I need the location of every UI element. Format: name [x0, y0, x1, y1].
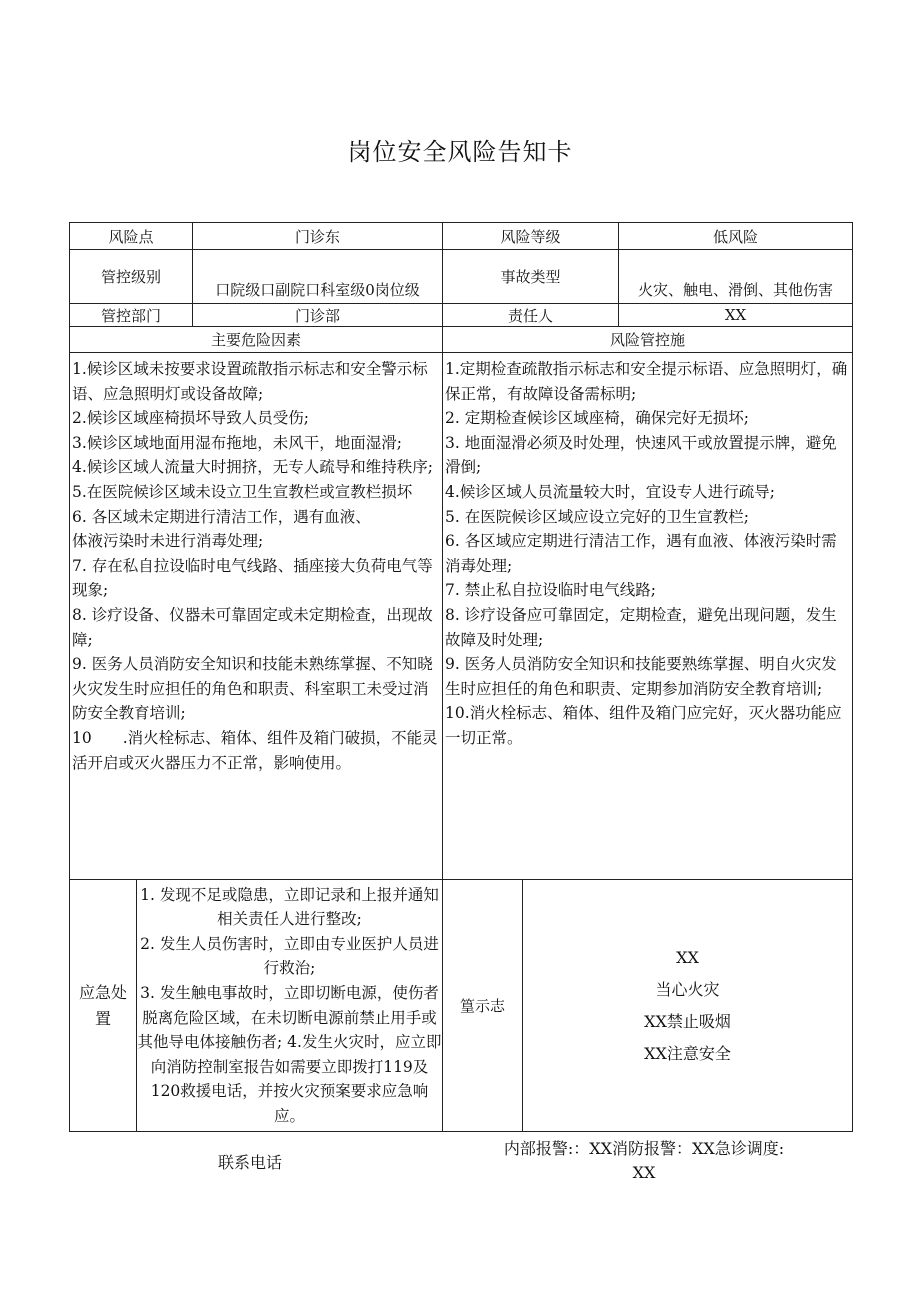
hazard-item: 6. 各区域未定期进行清洁工作，遇有血液、	[72, 507, 371, 526]
emergency-label: 应急处置	[70, 880, 137, 1132]
measure-item: 5. 在医院候诊区域应设立完好的卫生宣教栏;	[445, 507, 749, 526]
row-risk-point	[70, 223, 853, 250]
measure-item: 8. 诊疗设备应可靠固定，定期检查，避免出现问题，发生故障及时处理;	[445, 605, 837, 649]
hazard-item: 1.候诊区域未按要求设置疏散指示标志和安全警示标语、应急照明灯或设备故障;	[72, 360, 428, 403]
row-control-level	[70, 250, 853, 304]
measure-item: 1.定期检查疏散指示标志和安全提示标语、应急照明灯，确保正常，有故障设备需标明;	[445, 360, 848, 403]
contact-phones-line: 内部报警:：XX消防报警：XX急诊调度:	[503, 1139, 785, 1158]
accident-type-value: 火灾、触电、滑倒、其他伤害	[619, 250, 853, 304]
hazard-item: 3.候诊区域地面用湿布拖地，未风干，地面湿滑;	[72, 433, 403, 452]
contact-phones	[474, 1137, 814, 1185]
risk-point-value: 门诊东	[193, 223, 443, 250]
hazard-item: 2.候诊区域座椅损坏导致人员受伤;	[72, 409, 310, 428]
row-content	[70, 353, 853, 880]
emergency-item: 2. 发生人员伤害时，立即由专业医护人员进行救治;	[140, 934, 439, 978]
risk-point-label: 风险点	[70, 223, 193, 250]
hazard-item: 9. 医务人员消防安全知识和技能未熟练掌握、不知晓火灾发生时应担任的角色和职责、科室职工未受过消防安全教育培训;	[72, 655, 433, 723]
sign-item: XX	[676, 947, 699, 967]
emergency-item: 1. 发现不足或隐患，立即记录和上报并通知相关责任人进行整改;	[140, 885, 439, 929]
signs-cell	[523, 880, 853, 1132]
contact-label: 联系电话	[218, 1153, 283, 1172]
signs-label: 篁示志	[443, 880, 523, 1132]
responsible-label: 责任人	[443, 304, 619, 327]
measure-item: 7. 禁止私自拉设临时电气线路;	[445, 581, 656, 600]
hazard-item: 8. 诊疗设备、仪器未可靠固定或未定期检查，出现故障;	[72, 605, 433, 649]
control-level-label: 管控级别	[70, 250, 193, 304]
hazard-item: 5.在医院候诊区域未设立卫生宣教栏或宣教栏损坏	[72, 482, 413, 501]
row-emergency	[70, 880, 853, 1132]
page-title: 岗位安全风险告知卡	[347, 138, 573, 166]
measure-item: 2. 定期检查候诊区域座椅，确保完好无损坏;	[445, 409, 749, 428]
contact-phones-line: XX	[632, 1163, 656, 1182]
hazard-item: 体液污染时未进行消毒处理;	[72, 532, 264, 551]
sign-item: 当心火灾	[655, 979, 720, 999]
row-control-dept	[70, 304, 853, 327]
measure-item: 3. 地面湿滑必须及时处理，快速风干或放置提示牌，避免滑倒;	[445, 433, 837, 477]
emergency-list	[137, 880, 443, 1132]
measure-item: 10.消火栓标志、箱体、组件及箱门应完好，灭火器功能应一切正常。	[445, 704, 842, 747]
measure-item: 9. 医务人员消防安全知识和技能要熟练掌握、明自火灾发生时应担任的角色和职责、定期参加消防安全教育培训;	[445, 655, 837, 698]
responsible-value: XX	[619, 304, 853, 327]
control-level-value: 口院级口副院口科室级0岗位级	[193, 250, 443, 304]
control-dept-label: 管控部门	[70, 304, 193, 327]
sign-item: XX注意安全	[644, 1043, 731, 1063]
measure-item: 4.候诊区域人员流量较大时，宜设专人进行疏导;	[445, 482, 776, 501]
hazard-item: 10 .消火栓标志、箱体、组件及箱门破损，不能灵活开启或灭火器压力不正常，影响使用。	[72, 728, 438, 772]
hazards-list	[70, 353, 443, 880]
emergency-item: 3. 发生触电事故时，立即切断电源，使伤者脱离危险区域，在未切断电源前禁止用手或其他导电体接触伤者; 4.发生火灾时，应立即向消防控制室报告如需要立即拨打119及120救援电话，并按火灾预案要求应急响应。	[137, 983, 442, 1125]
measures-heading: 风险管控施	[443, 327, 853, 353]
signs-list	[523, 947, 852, 1065]
hazards-heading: 主要危险因素	[70, 327, 443, 353]
risk-card-table	[69, 222, 853, 1132]
risk-level-value: 低风险	[619, 223, 853, 250]
sign-item: XX禁止吸烟	[644, 1011, 731, 1031]
measure-item: 6. 各区域应定期进行清洁工作，遇有血液、体液污染时需消毒处理;	[445, 532, 837, 575]
control-dept-value: 门诊部	[193, 304, 443, 327]
row-section-headings	[70, 327, 853, 353]
measures-list	[443, 353, 853, 880]
accident-type-label: 事故类型	[443, 250, 619, 304]
hazard-item: 7. 存在私自拉设临时电气线路、插座接大负荷电气等现象;	[72, 556, 433, 600]
risk-level-label: 风险等级	[443, 223, 619, 250]
hazard-item: 4.候诊区域人流量大时拥挤，无专人疏导和维持秩序;	[72, 458, 434, 477]
